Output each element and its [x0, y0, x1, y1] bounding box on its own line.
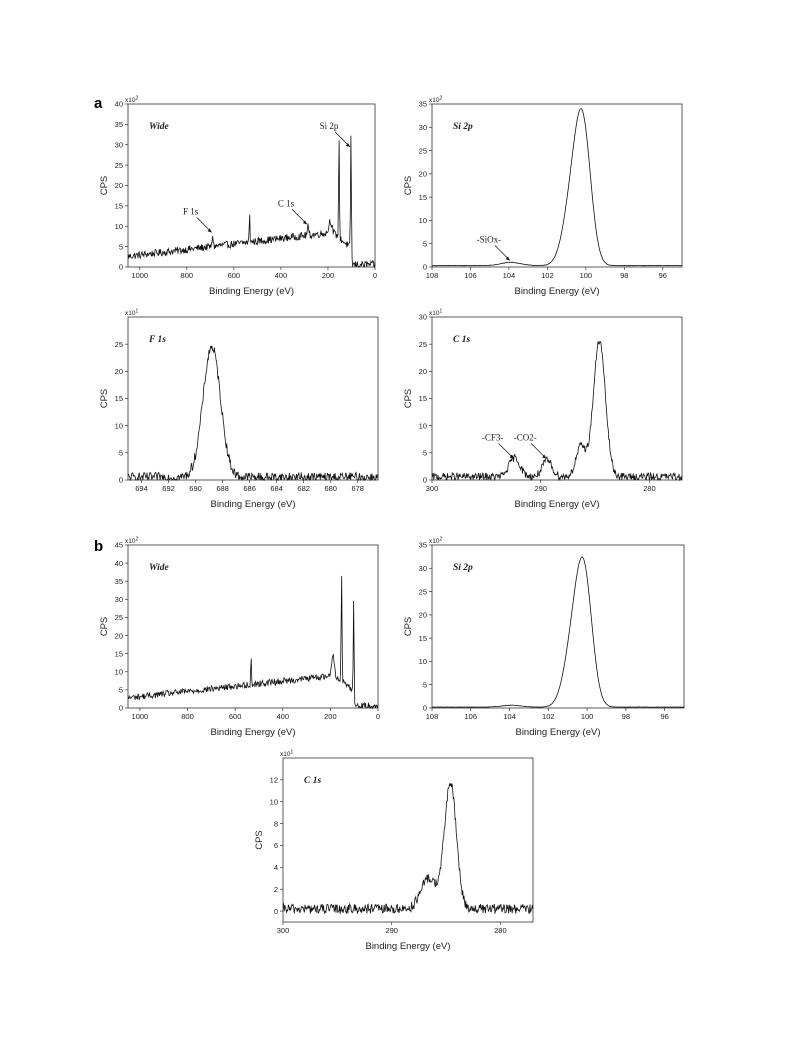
y-tick-label: 0	[273, 906, 278, 916]
x-axis-label: Binding Energy (eV)	[210, 499, 296, 510]
x-tick-label: 102	[541, 271, 554, 280]
x-tick-label: 1000	[131, 712, 149, 721]
y-axis-label: CPS	[403, 616, 414, 637]
y-tick-label: 15	[418, 394, 427, 404]
chart-b-wide	[99, 537, 380, 739]
y-tick-label: 10	[269, 797, 278, 807]
x-tick-label: 694	[135, 484, 148, 493]
x-axis-label: Binding Energy (eV)	[208, 286, 295, 297]
y-tick-label: 10	[418, 216, 427, 226]
series-line	[432, 557, 684, 707]
y-tick-label: 12	[269, 775, 278, 785]
x-tick-label: 290	[534, 484, 547, 493]
x-tick-label: 300	[276, 926, 290, 935]
x-axis-label: Binding Energy (eV)	[514, 286, 600, 297]
chart-b-si2p	[403, 537, 684, 739]
x-tick-label: 102	[542, 712, 555, 721]
peak-annotation: F 1s	[183, 206, 199, 217]
x-tick-label: 96	[660, 712, 669, 721]
y-tick-label: 20	[418, 169, 427, 179]
x-tick-label: 680	[324, 484, 337, 493]
y-axis-label: CPS	[403, 388, 414, 409]
x-tick-label: 600	[228, 712, 242, 721]
y-tick-label: 30	[418, 563, 427, 573]
y-tick-label: 5	[118, 685, 123, 695]
plot-title: Si 2p	[453, 563, 473, 573]
y-tick-label: 30	[114, 140, 123, 150]
y-tick-label: 40	[114, 99, 123, 109]
y-tick-label: 20	[114, 367, 123, 377]
y-axis-label: CPS	[99, 616, 110, 637]
x-tick-label: 692	[162, 484, 175, 493]
chart-a-c1s	[403, 309, 682, 511]
panel-label-a: a	[94, 95, 103, 112]
y-tick-label: 8	[273, 819, 278, 829]
y-tick-label: 10	[114, 667, 123, 677]
x-tick-label: 98	[620, 271, 629, 280]
y-tick-label: 35	[114, 120, 123, 130]
x-tick-label: 280	[494, 926, 507, 935]
y-tick-label: 30	[114, 595, 123, 605]
y-tick-label: 35	[114, 576, 123, 586]
x-tick-label: 104	[503, 712, 516, 721]
y-tick-label: 35	[418, 99, 427, 109]
x-tick-label: 200	[321, 271, 335, 280]
x-tick-label: 678	[351, 484, 364, 493]
y-tick-label: 5	[422, 680, 427, 690]
x-tick-label: 280	[643, 484, 656, 493]
peak-annotation: C 1s	[277, 198, 295, 209]
y-tick-label: 10	[114, 221, 123, 231]
chart-b-c1s	[254, 750, 533, 953]
peak-annotation: -SiOx-	[476, 234, 502, 245]
x-axis-label: Binding Energy (eV)	[210, 727, 296, 738]
peak-annotation: -CO2-	[513, 432, 537, 443]
peak-annotation: Si 2p	[319, 120, 339, 131]
y-tick-label: 20	[418, 367, 427, 377]
y-multiplier: $x10^2$	[125, 95, 139, 104]
chart-a-wide	[99, 96, 377, 298]
y-tick-label: 0	[118, 475, 123, 485]
plot-title: C 1s	[304, 776, 322, 786]
x-tick-label: 684	[270, 484, 283, 493]
y-tick-label: 25	[418, 146, 427, 156]
plot-title: Wide	[149, 563, 169, 573]
panel-label-b: b	[94, 538, 104, 555]
x-axis-label: Binding Energy (eV)	[515, 727, 601, 738]
x-tick-label: 400	[276, 712, 290, 721]
peak-annotation: -CF3-	[481, 432, 504, 443]
y-tick-label: 15	[418, 633, 427, 643]
y-tick-label: 0	[118, 262, 123, 272]
x-tick-label: 800	[181, 712, 194, 721]
x-tick-label: 98	[621, 712, 631, 721]
y-multiplier: $x10^2$	[429, 95, 443, 104]
y-tick-label: 5	[118, 242, 123, 252]
x-tick-label: 96	[658, 271, 667, 280]
series-line	[432, 341, 682, 480]
y-tick-label: 25	[114, 160, 123, 170]
x-tick-label: 106	[464, 712, 478, 721]
y-tick-label: 10	[114, 421, 123, 431]
y-tick-label: 20	[418, 610, 427, 620]
x-tick-label: 690	[189, 484, 202, 493]
x-tick-label: 0	[372, 271, 378, 280]
y-tick-label: 5	[422, 448, 427, 458]
plot-title: Wide	[149, 122, 169, 132]
x-tick-label: 800	[180, 271, 194, 280]
series-line	[128, 136, 375, 267]
y-tick-label: 15	[114, 649, 123, 659]
x-tick-label: 300	[425, 484, 439, 493]
x-tick-label: 688	[216, 484, 229, 493]
y-multiplier: $x10^1$	[429, 308, 443, 317]
y-axis-label: CPS	[99, 175, 110, 196]
x-tick-label: 400	[274, 271, 288, 280]
x-tick-label: 100	[580, 712, 594, 721]
y-tick-label: 0	[422, 475, 427, 485]
x-tick-label: 100	[579, 271, 593, 280]
y-tick-label: 0	[422, 703, 427, 713]
x-tick-label: 200	[324, 712, 337, 721]
y-tick-label: 15	[114, 201, 123, 211]
y-tick-label: 25	[114, 339, 123, 349]
y-tick-label: 30	[418, 312, 427, 322]
chart-a-f1s	[99, 309, 378, 511]
x-tick-label: 106	[464, 271, 477, 280]
plot-title: C 1s	[453, 335, 471, 345]
y-multiplier: $x10^2$	[429, 536, 443, 545]
x-axis-label: Binding Energy (eV)	[514, 499, 600, 510]
y-tick-label: 15	[114, 394, 123, 404]
y-axis-label: CPS	[99, 388, 110, 409]
y-tick-label: 45	[114, 540, 123, 550]
y-tick-label: 5	[422, 239, 427, 249]
y-tick-label: 25	[418, 339, 427, 349]
y-tick-label: 15	[418, 192, 427, 202]
series-line	[283, 783, 533, 913]
x-axis-label: Binding Energy (eV)	[365, 941, 451, 952]
y-tick-label: 40	[114, 558, 123, 568]
y-tick-label: 20	[114, 631, 123, 641]
series-line	[128, 576, 378, 708]
y-multiplier: $x10^1$	[125, 308, 139, 317]
plot-title: F 1s	[149, 335, 166, 345]
y-tick-label: 0	[118, 703, 123, 713]
y-tick-label: 10	[418, 657, 427, 667]
x-tick-label: 108	[425, 271, 439, 280]
series-line	[128, 346, 378, 480]
y-multiplier: $x10^2$	[125, 536, 139, 545]
y-tick-label: 25	[418, 587, 427, 597]
x-tick-label: 686	[243, 484, 256, 493]
y-tick-label: 5	[118, 448, 123, 458]
y-tick-label: 30	[418, 122, 427, 132]
x-tick-label: 1000	[131, 271, 149, 280]
chart-a-si2p	[403, 96, 682, 298]
y-tick-label: 10	[418, 421, 427, 431]
y-tick-label: 35	[418, 540, 427, 550]
x-tick-label: 108	[425, 712, 439, 721]
x-tick-label: 682	[297, 484, 310, 493]
y-multiplier: $x10^1$	[280, 749, 294, 758]
y-axis-label: CPS	[254, 830, 265, 850]
y-tick-label: 6	[273, 841, 278, 851]
y-axis-label: CPS	[403, 175, 414, 196]
y-tick-label: 2	[273, 884, 278, 894]
x-tick-label: 600	[227, 271, 241, 280]
y-tick-label: 0	[422, 262, 427, 272]
plot-title: Si 2p	[453, 122, 473, 132]
y-tick-label: 4	[273, 863, 278, 873]
x-tick-label: 104	[502, 271, 516, 280]
series-line	[432, 109, 682, 266]
y-tick-label: 20	[114, 181, 123, 191]
x-tick-label: 290	[385, 926, 398, 935]
x-tick-label: 0	[375, 712, 381, 721]
y-tick-label: 25	[114, 613, 123, 623]
